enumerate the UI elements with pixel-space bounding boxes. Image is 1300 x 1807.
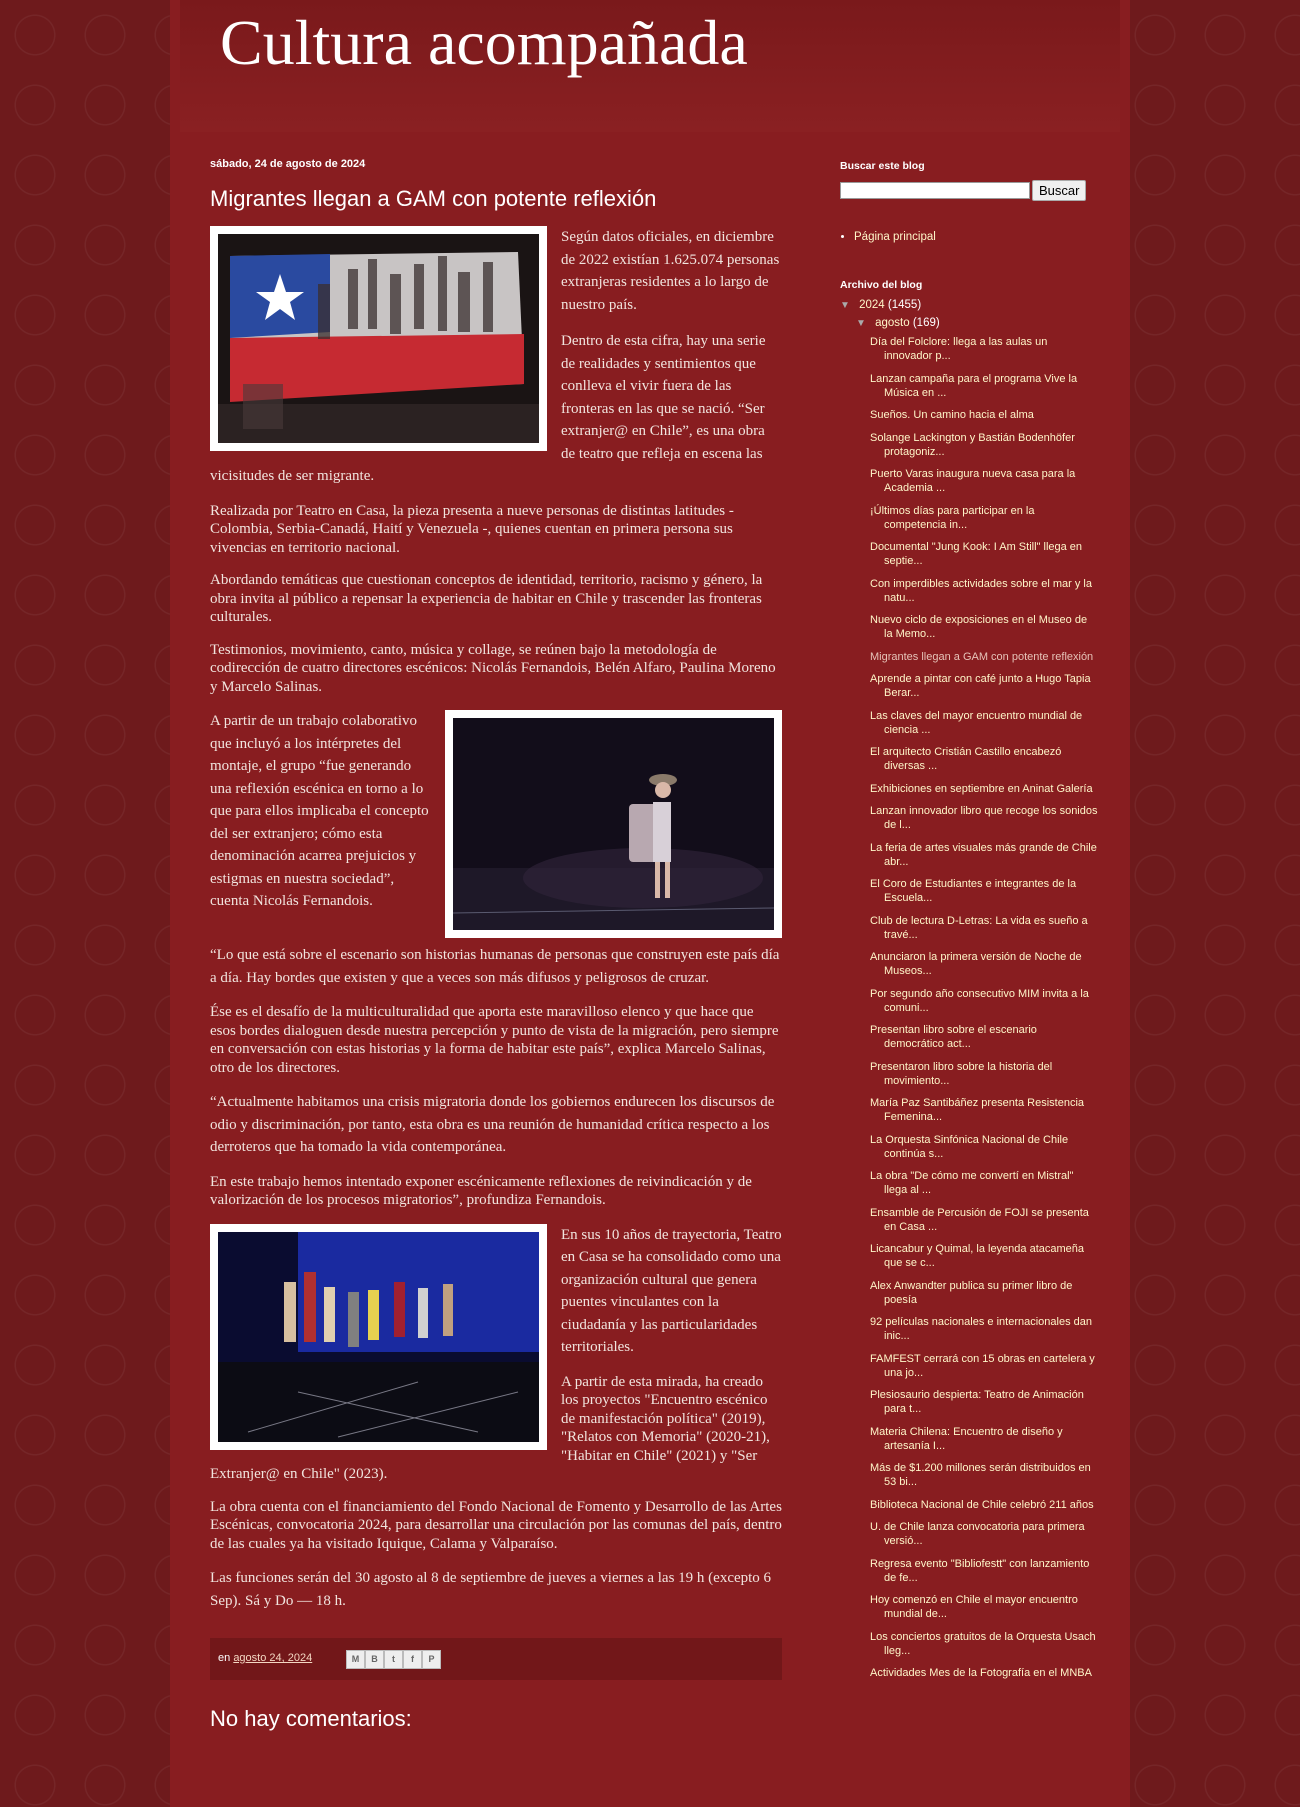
blog-header	[180, 0, 1120, 132]
post-paragraph: Realizada por Teatro en Casa, la pieza presenta a nueve personas de distintas latitudes - Colombia, Serbia-Canadá, Haití y Venezuela -, quienes cuentan en primera persona sus vivencias en territorio nacional.	[210, 502, 734, 556]
post-paragraph: Según datos oficiales, en diciembre de 2022 existían 1.625.074 personas extranjeras residentes a lo largo de nuestro país.	[561, 229, 780, 313]
archive-post-link[interactable]: Plesiosaurio despierta: Teatro de Animación para t...	[870, 1389, 1084, 1415]
post-paragraph: A partir de esta mirada, ha creado los proyectos "Encuentro escénico de manifestación política" (2019), "Relatos con Memoria" (2020-21), "Habitar en Chile" (2021) y "Ser Extranjer@ en Chile" (2023).	[210, 1373, 770, 1482]
archive-post-link[interactable]: Club de lectura D-Letras: La vida es sueño a travé...	[870, 914, 1088, 941]
post-date-link[interactable]: agosto 24, 2024	[233, 1652, 313, 1664]
post-paragraph: En sus 10 años de trayectoria, Teatro en Casa se ha consolidado como una organización cultural que genera puentes vinculantes con la ciudadanía y las particularidades territoriales.	[561, 1226, 782, 1355]
archive-post-link[interactable]: Licancabur y Quimal, la leyenda atacameña que se c...	[870, 1243, 1085, 1269]
post-image-flag[interactable]	[210, 226, 547, 451]
archive-post-link[interactable]: Exhibiciones en septiembre en Aninat Galería	[870, 782, 1093, 795]
share-buttons	[346, 1650, 441, 1669]
post-paragraph: Las funciones serán del 30 agosto al 8 de septiembre de jueves a viernes a las 19 h (excepto 6 Sep). Sá y Do — 18 h.	[210, 1570, 772, 1609]
twitter-icon[interactable]: t	[384, 1650, 403, 1669]
pinterest-icon[interactable]: P	[422, 1650, 441, 1669]
post-paragraph: Ése es el desafío de la multiculturalidad que aporta este maravilloso elenco y que hace que esos bordes dialoguen desde nuestra percepción y punto de vista de la migración, pero siempre en conversación con estas historias y la forma de habitar este país”, explica Marcelo Salinas, otro de los directores.	[210, 1004, 779, 1076]
post-paragraph: “Actualmente habitamos una crisis migratoria donde los gobiernos endurecen los discursos de odio y discriminación, por tanto, esta obra es una reunión de humanidad crítica respecto a los derroteros que ha tomado la vida contemporánea.	[210, 1094, 775, 1155]
comments-title: No hay comentarios:	[210, 1706, 412, 1731]
archive-post-link[interactable]: Por segundo año consecutivo MIM invita a la comuni...	[870, 987, 1089, 1014]
archive-post-link[interactable]: La obra "De cómo me convertí en Mistral" llega al ...	[870, 1170, 1074, 1196]
post-image-ensemble[interactable]	[210, 1224, 547, 1450]
post-timestamp	[218, 1652, 312, 1664]
archive-post-link[interactable]: Aprende a pintar con café junto a Hugo Tapia Berar...	[870, 673, 1091, 699]
blogger-icon[interactable]: B	[365, 1650, 384, 1669]
blog-container	[170, 0, 1130, 1807]
archive-post-link[interactable]: U. de Chile lanza convocatoria para primera versió...	[870, 1521, 1085, 1547]
archive-post-link[interactable]: Presentaron libro sobre la historia del movimiento...	[870, 1060, 1053, 1087]
posted-on-label: en	[218, 1652, 231, 1664]
archive-post-link[interactable]: María Paz Santibáñez presenta Resistencia Femenina...	[870, 1097, 1085, 1123]
archive-post-link[interactable]: Biblioteca Nacional de Chile celebró 211 años	[870, 1498, 1094, 1511]
flag-stage-image	[218, 234, 539, 443]
search-heading: Buscar este blog	[840, 160, 925, 172]
archive-post-link[interactable]: Ensamble de Percusión de FOJI se presenta en Casa ...	[870, 1206, 1089, 1233]
archive-post-link[interactable]: Materia Chilena: Encuentro de diseño y artesanía I...	[870, 1425, 1063, 1452]
archive-post-link[interactable]: Solange Lackington y Bastián Bodenhöfer protagoniz...	[870, 431, 1075, 458]
archive-post-link[interactable]: Migrantes llegan a GAM con potente reflexión	[870, 650, 1094, 663]
archive-post-link[interactable]: FAMFEST cerrará con 15 obras en cartelera y una jo...	[870, 1352, 1095, 1379]
performer-stage-image	[453, 718, 774, 930]
post-title[interactable]: Migrantes llegan a GAM con potente reflexión	[210, 186, 657, 211]
archive-post-link[interactable]: Puerto Varas inaugura nueva casa para la Academia ...	[870, 468, 1076, 494]
archive-post-link[interactable]: Presentan libro sobre el escenario democrático act...	[870, 1024, 1037, 1050]
archive-post-link[interactable]: Regresa evento "Bibliofestt" con lanzamiento de fe...	[870, 1557, 1090, 1584]
archive-post-link[interactable]: El arquitecto Cristián Castillo encabezó diversas ...	[870, 746, 1062, 772]
archive-post-link[interactable]: Hoy comenzó en Chile el mayor encuentro mundial de...	[870, 1594, 1078, 1620]
archive-post-link[interactable]: Documental "Jung Kook: I Am Still" llega en septie...	[870, 541, 1083, 567]
archive-post-link[interactable]: Día del Folclore: llega a las aulas un innovador p...	[870, 336, 1048, 362]
archive-post-link[interactable]: ¡Últimos días para participar en la competencia in...	[870, 504, 1035, 531]
home-link[interactable]: Página principal	[854, 231, 936, 243]
archive-heading: Archivo del blog	[840, 279, 923, 291]
search-input[interactable]	[840, 182, 1030, 199]
post-paragraph: “Lo que está sobre el escenario son historias humanas de personas que construyen este país día a día. Hay bordes que existen y que a veces son más difusos y peligrosos de cruzar.	[210, 947, 780, 986]
post-paragraph: Abordando temáticas que cuestionan conceptos de identidad, territorio, racismo y género, la obra invita al público a repensar la experiencia de habitar en Chile y trascender las fronteras culturales.	[210, 572, 763, 625]
archive-year-link[interactable]: 2024	[859, 299, 885, 311]
archive-post-link[interactable]: Sueños. Un camino hacia el alma	[870, 409, 1034, 421]
page-item-home	[854, 231, 1110, 243]
expand-triangle-icon[interactable]: ▼	[856, 318, 866, 329]
post-paragraph: Testimonios, movimiento, canto, música y collage, se reúnen bajo la metodología de codirección de cuatro directores escénicos: Nicolás Fernandois, Belén Alfaro, Paulina Moreno y Marcelo Salinas.	[210, 641, 776, 695]
archive-post-link[interactable]: La feria de artes visuales más grande de Chile abr...	[870, 841, 1097, 868]
sidebar	[840, 160, 1110, 1689]
archive-post-link[interactable]: Las claves del mayor encuentro mundial de ciencia ...	[870, 709, 1083, 736]
archive-post-link[interactable]: Alex Anwandter publica su primer libro de poesía	[870, 1279, 1073, 1306]
archive-post-link[interactable]: El Coro de Estudiantes e integrantes de la Escuela...	[870, 878, 1077, 904]
archive-post-list	[840, 335, 1110, 1680]
post-footer	[210, 1638, 782, 1680]
archive-post-link[interactable]: La Orquesta Sinfónica Nacional de Chile continúa s...	[870, 1133, 1069, 1160]
archive-post-link[interactable]: Más de $1.200 millones serán distribuidos en 53 bi...	[870, 1462, 1091, 1488]
ensemble-stage-image	[218, 1232, 539, 1442]
archive-post-link[interactable]: Los conciertos gratuitos de la Orquesta Usach lleg...	[870, 1630, 1096, 1657]
archive-post-link[interactable]: Lanzan innovador libro que recoge los sonidos de l...	[870, 805, 1098, 831]
archive-year-count: (1455)	[887, 299, 922, 311]
post-paragraph: La obra cuenta con el financiamiento del Fondo Nacional de Fomento y Desarrollo de las Artes Escénicas, convocatoria 2024, para desarrollar una circulación por las comunas del país, dentro de las cuales ya ha visitado Iquique, Calama y Valparaíso.	[210, 1498, 782, 1552]
search-button[interactable]: Buscar	[1032, 180, 1086, 201]
archive-post-link[interactable]: 92 películas nacionales e internacionales dan inic...	[870, 1316, 1092, 1342]
archive-month-count: (169)	[912, 317, 940, 329]
post-paragraph: A partir de un trabajo colaborativo que incluyó a los intérpretes del montaje, el grupo “fue generando una reflexión escénica en torno a lo que para ellos implicaba el concepto del ser extranjero; cómo esta denominación acarrea prejuicios y estigmas en nuestra sociedad”, cuenta Nicolás Fernandois.	[210, 713, 429, 909]
search-widget	[840, 180, 1110, 201]
archive-year	[840, 299, 1110, 311]
email-icon[interactable]: M	[346, 1650, 365, 1669]
archive-month	[840, 317, 1110, 329]
archive-post-link[interactable]: Lanzan campaña para el programa Vive la Música en ...	[870, 372, 1078, 399]
archive-post-link[interactable]: Con imperdibles actividades sobre el mar y la natu...	[870, 577, 1092, 604]
archive-post-link[interactable]: Anunciaron la primera versión de Noche de Museos...	[870, 951, 1082, 977]
post-date-header: sábado, 24 de agosto de 2024	[210, 158, 366, 170]
archive-month-link[interactable]: agosto	[875, 317, 910, 329]
post-paragraph: Dentro de esta cifra, hay una serie de realidades y sentimientos que conlleva el vivir fuera de las fronteras en las que se nació. “Ser extranjer@ en Chile”, es una obra de teatro que refleja en escena las vicisitudes de ser migrante.	[210, 333, 766, 484]
post-paragraph: En este trabajo hemos intentado exponer escénicamente reflexiones de reivindicación y de valorización de los procesos migratorios”, profundiza Fernandois.	[210, 1173, 752, 1208]
facebook-icon[interactable]: f	[403, 1650, 422, 1669]
post-body	[210, 226, 782, 1612]
expand-triangle-icon[interactable]: ▼	[840, 300, 850, 311]
blog-title[interactable]: Cultura acompañada	[220, 7, 748, 78]
archive-post-link[interactable]: Actividades Mes de la Fotografía en el MNBA	[870, 1667, 1092, 1679]
post-image-performer[interactable]	[445, 710, 782, 938]
pages-list	[840, 231, 1110, 243]
main-column	[210, 158, 782, 1732]
archive-post-link[interactable]: Nuevo ciclo de exposiciones en el Museo de la Memo...	[870, 614, 1088, 640]
